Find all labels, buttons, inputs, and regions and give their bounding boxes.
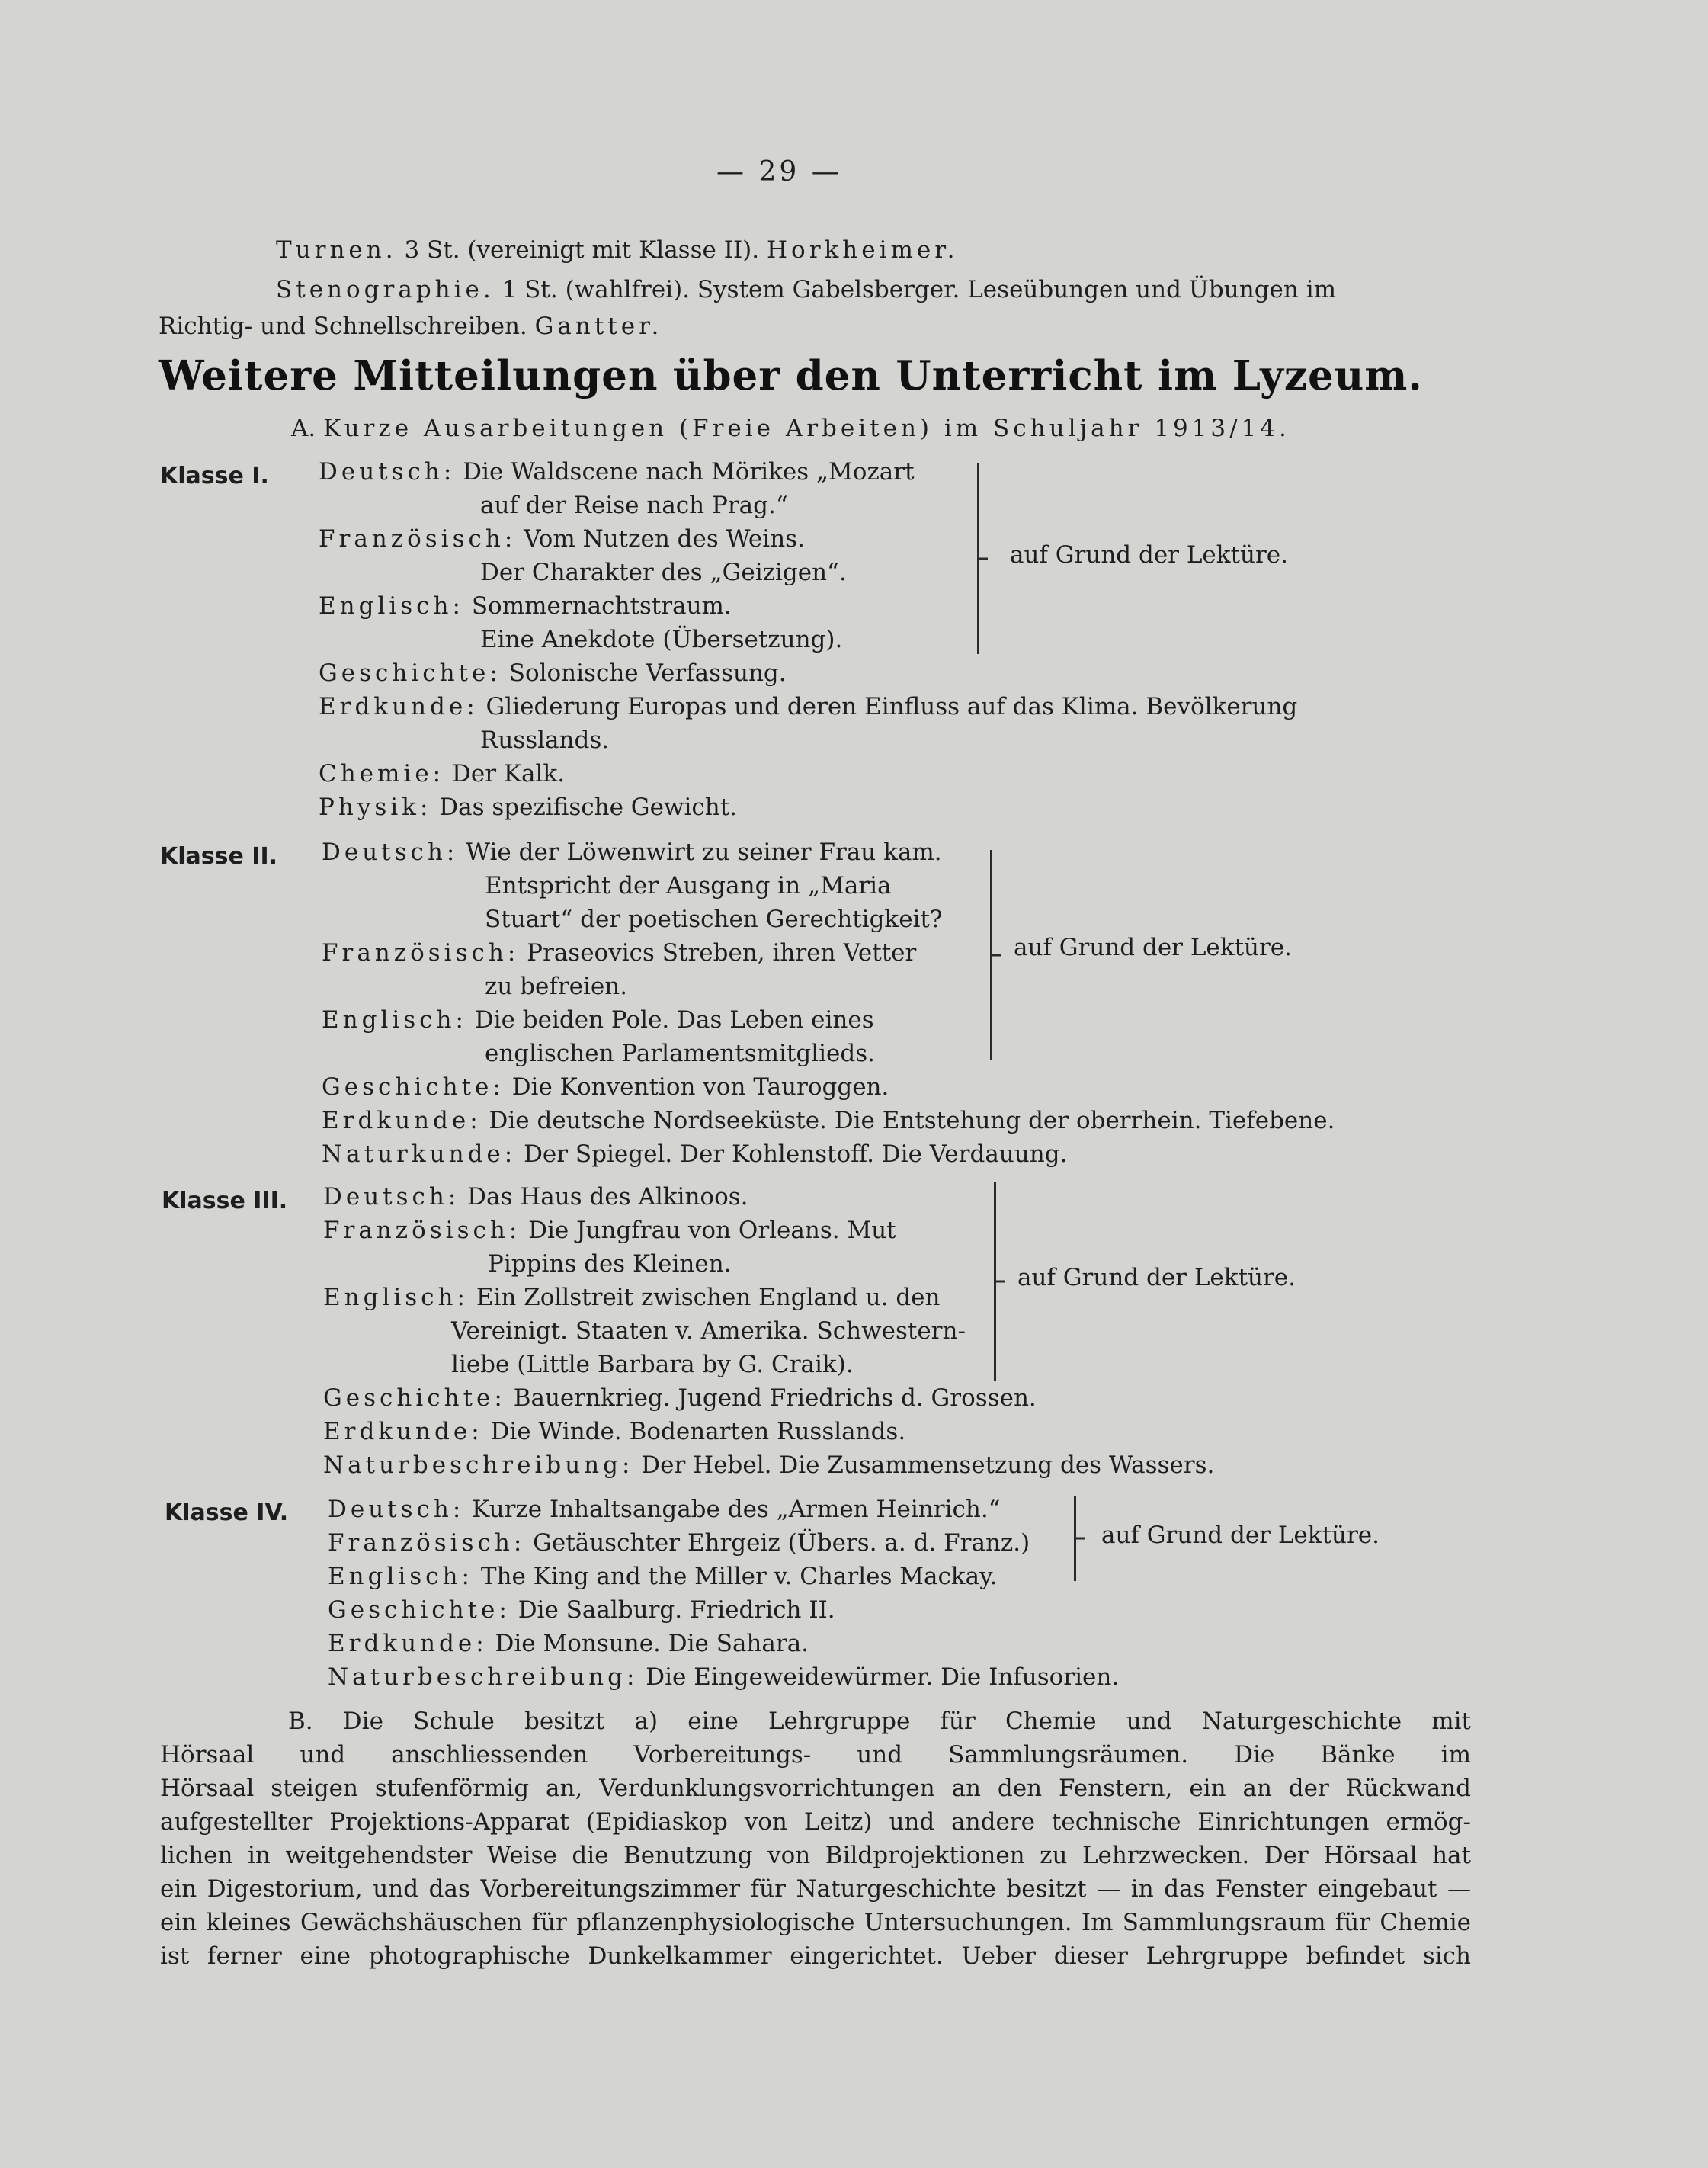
subject-label: Erdkunde: xyxy=(323,1418,483,1445)
entry-text: Die Konvention von Tauroggen. xyxy=(511,1073,889,1101)
subject-label: Physik: xyxy=(319,794,432,821)
list-item xyxy=(328,1593,1119,1627)
list-item xyxy=(451,1314,1342,1348)
list-item xyxy=(480,723,1459,757)
list-item xyxy=(323,1381,1214,1415)
subject-label: Französisch: xyxy=(322,939,520,967)
section-b-paragraph xyxy=(160,1705,1471,1973)
subject-label: Französisch: xyxy=(328,1529,526,1557)
subject-label: Naturkunde: xyxy=(322,1140,517,1168)
entry-text: Der Hebel. Die Zusammensetzung des Wassers. xyxy=(641,1451,1215,1479)
paragraph-line: lichen in weitgehendster Weise die Benutzung von Bildprojektionen zu Lehrzwecken. Der Hörsaal hat xyxy=(160,1842,1471,1869)
subject-label: Stenographie. xyxy=(276,276,495,303)
entry-text: zu befreien. xyxy=(485,973,628,1000)
klasse-2-list xyxy=(322,835,1335,1171)
subtitle xyxy=(291,412,1290,445)
page-number: — 29 — xyxy=(716,156,842,188)
entry-text: liebe (Little Barbara by G. Craik). xyxy=(451,1351,854,1378)
subtitle-text: Kurze Ausarbeitungen (Freie Arbeiten) im Schuljahr 1913/14. xyxy=(323,415,1290,442)
list-item xyxy=(319,656,1297,690)
brace-klasse-4 xyxy=(1063,1496,1076,1581)
subject-label: Französisch: xyxy=(323,1217,521,1244)
brace-label: auf Grund der Lektüre. xyxy=(1010,541,1289,569)
list-item xyxy=(328,1493,1119,1526)
turnen-line xyxy=(276,233,959,267)
brace-label: auf Grund der Lektüre. xyxy=(1101,1522,1380,1549)
list-item xyxy=(319,589,1297,623)
entry-text: Die deutsche Nordseeküste. Die Entstehung der oberrhein. Tiefebene. xyxy=(489,1107,1335,1134)
brace-klasse-2 xyxy=(979,850,992,1060)
list-item xyxy=(323,1214,1214,1247)
steno-line-1 xyxy=(276,273,1336,306)
entry-text: Die Saalburg. Friedrich II. xyxy=(518,1596,835,1624)
list-item xyxy=(328,1660,1119,1694)
list-item xyxy=(322,1070,1335,1104)
subject-label: Englisch: xyxy=(319,592,464,620)
entry-text: Eine Anekdote (Übersetzung). xyxy=(480,626,843,653)
entry-text: Das Haus des Alkinoos. xyxy=(467,1183,748,1211)
entry-text: englischen Parlamentsmitglieds. xyxy=(485,1040,876,1067)
line-text: 3 St. (vereinigt mit Klasse II). xyxy=(404,236,760,264)
subject-label: Deutsch: xyxy=(328,1496,465,1523)
list-item xyxy=(328,1627,1119,1660)
entry-text: auf der Reise nach Prag.“ xyxy=(480,492,788,519)
klasse-4-list xyxy=(328,1493,1119,1694)
list-item xyxy=(319,690,1297,723)
paragraph-line: ein Digestorium, und das Vorbereitungszimmer für Naturgeschichte besitzt — in das Fenster eingebaut — xyxy=(160,1875,1471,1903)
subject-label: Erdkunde: xyxy=(319,693,479,720)
entry-text: Entspricht der Ausgang in „Maria xyxy=(485,872,892,900)
subject-label: Englisch: xyxy=(328,1563,473,1590)
list-item xyxy=(319,791,1297,824)
klasse-1-list xyxy=(319,455,1297,824)
entry-text: Die Monsune. Die Sahara. xyxy=(495,1630,809,1657)
entry-text: Ein Zollstreit zwischen England u. den xyxy=(476,1284,941,1311)
klasse-label: Klasse IV. xyxy=(165,1499,289,1526)
subject-label: Geschichte: xyxy=(323,1384,506,1412)
teacher-name: Horkheimer. xyxy=(767,236,959,264)
subject-label: Geschichte: xyxy=(328,1596,511,1624)
list-item xyxy=(322,1104,1335,1137)
list-item xyxy=(328,1560,1119,1593)
list-item xyxy=(451,1348,1342,1381)
entry-text: Die Jungfrau von Orleans. Mut xyxy=(528,1217,896,1244)
subject-label: Naturbeschreibung: xyxy=(328,1663,639,1691)
klasse-label: Klasse II. xyxy=(160,843,277,870)
brace-klasse-1 xyxy=(966,463,979,654)
entry-text: Die Winde. Bodenarten Russlands. xyxy=(490,1418,906,1445)
klasse-label: Klasse III. xyxy=(162,1188,288,1214)
klasse-3-list xyxy=(323,1180,1214,1482)
section-title: Weitere Mitteilungen über den Unterricht im Lyzeum. xyxy=(159,352,1423,399)
subject-label: Französisch: xyxy=(319,525,517,553)
steno-line-2 xyxy=(159,309,662,343)
paragraph-line: B. Die Schule besitzt a) eine Lehrgruppe für Chemie und Naturgeschichte mit xyxy=(288,1708,1471,1735)
entry-text: Die beiden Pole. Das Leben eines xyxy=(474,1006,874,1034)
list-item xyxy=(319,455,1297,489)
entry-text: Praseovics Streben, ihren Vetter xyxy=(527,939,917,967)
entry-text: Gliederung Europas und deren Einfluss auf das Klima. Bevölkerung xyxy=(485,693,1298,720)
entry-text: Solonische Verfassung. xyxy=(508,659,787,687)
entry-text: Russlands. xyxy=(480,726,610,754)
subject-label: Erdkunde: xyxy=(328,1630,488,1657)
brace-label: auf Grund der Lektüre. xyxy=(1014,934,1293,961)
subject-label: Erdkunde: xyxy=(322,1107,482,1134)
subject-label: Deutsch: xyxy=(319,458,456,486)
entry-text: Bauernkrieg. Jugend Friedrichs d. Grossen. xyxy=(513,1384,1037,1412)
entry-text: Sommernachtstraum. xyxy=(471,592,732,620)
paragraph-line: ein kleines Gewächshäuschen für pflanzenphysiologische Untersuchungen. Im Sammlungsraum für Chemie xyxy=(160,1909,1471,1936)
entry-text: The King and the Miller v. Charles Mackay. xyxy=(480,1563,998,1590)
subject-label: Geschichte: xyxy=(322,1073,505,1101)
entry-text: Der Charakter des „Geizigen“. xyxy=(480,559,847,586)
subject-label: Englisch: xyxy=(322,1006,467,1034)
list-item xyxy=(328,1526,1119,1560)
entry-text: Wie der Löwenwirt zu seiner Frau kam. xyxy=(466,839,942,866)
entry-text: Kurze Inhaltsangabe des „Armen Heinrich.“ xyxy=(472,1496,1001,1523)
line-text: Richtig- und Schnellschreiben. xyxy=(159,313,527,340)
entry-text: Der Spiegel. Der Kohlenstoff. Die Verdauung. xyxy=(524,1140,1068,1168)
paragraph-line: ist ferner eine photographische Dunkelkammer eingerichtet. Ueber dieser Lehrgruppe befindet sich xyxy=(160,1942,1471,1970)
list-item xyxy=(319,757,1297,791)
subject-label: Deutsch: xyxy=(323,1183,460,1211)
line-text: 1 St. (wahlfrei). System Gabelsberger. Leseübungen und Übungen im xyxy=(502,276,1337,303)
paragraph-line: aufgestellter Projektions-Apparat (Epidiaskop von Leitz) und andere technische Einrichtungen ermög- xyxy=(160,1808,1471,1836)
entry-text: Der Kalk. xyxy=(452,760,566,787)
entry-text: Vom Nutzen des Weins. xyxy=(524,525,805,553)
entry-text: Vereinigt. Staaten v. Amerika. Schwestern- xyxy=(451,1317,966,1345)
subject-label: Chemie: xyxy=(319,760,445,787)
subject-label: Englisch: xyxy=(323,1284,469,1311)
paragraph-line: Hörsaal und anschliessenden Vorbereitungs- und Sammlungsräumen. Die Bänke im xyxy=(160,1741,1471,1769)
entry-text: Pippins des Kleinen. xyxy=(488,1250,732,1278)
entry-text: Stuart“ der poetischen Gerechtigkeit? xyxy=(485,906,943,933)
list-item xyxy=(323,1415,1214,1448)
klasse-label: Klasse I. xyxy=(160,463,269,489)
paragraph-line: Hörsaal steigen stufenförmig an, Verdunklungsvorrichtungen an den Fenstern, ein an der Rückwand xyxy=(160,1775,1471,1802)
entry-text: Die Waldscene nach Mörikes „Mozart xyxy=(463,458,915,486)
subtitle-prefix: A. xyxy=(291,415,316,442)
list-item xyxy=(322,1003,1335,1037)
teacher-name: Gantter. xyxy=(534,313,663,340)
subject-label: Turnen. xyxy=(276,236,397,264)
subject-label: Geschichte: xyxy=(319,659,502,687)
list-item xyxy=(322,1137,1335,1171)
list-item xyxy=(323,1180,1214,1214)
entry-text: Getäuschter Ehrgeiz (Übers. a. d. Franz.) xyxy=(533,1529,1030,1557)
brace-label: auf Grund der Lektüre. xyxy=(1017,1264,1296,1291)
subject-label: Naturbeschreibung: xyxy=(323,1451,634,1479)
entry-text: Die Eingeweidewürmer. Die Infusorien. xyxy=(646,1663,1120,1691)
brace-klasse-3 xyxy=(983,1182,996,1381)
entry-text: Das spezifische Gewicht. xyxy=(439,794,738,821)
list-item xyxy=(323,1448,1214,1482)
subject-label: Deutsch: xyxy=(322,839,459,866)
list-item xyxy=(322,835,1335,869)
